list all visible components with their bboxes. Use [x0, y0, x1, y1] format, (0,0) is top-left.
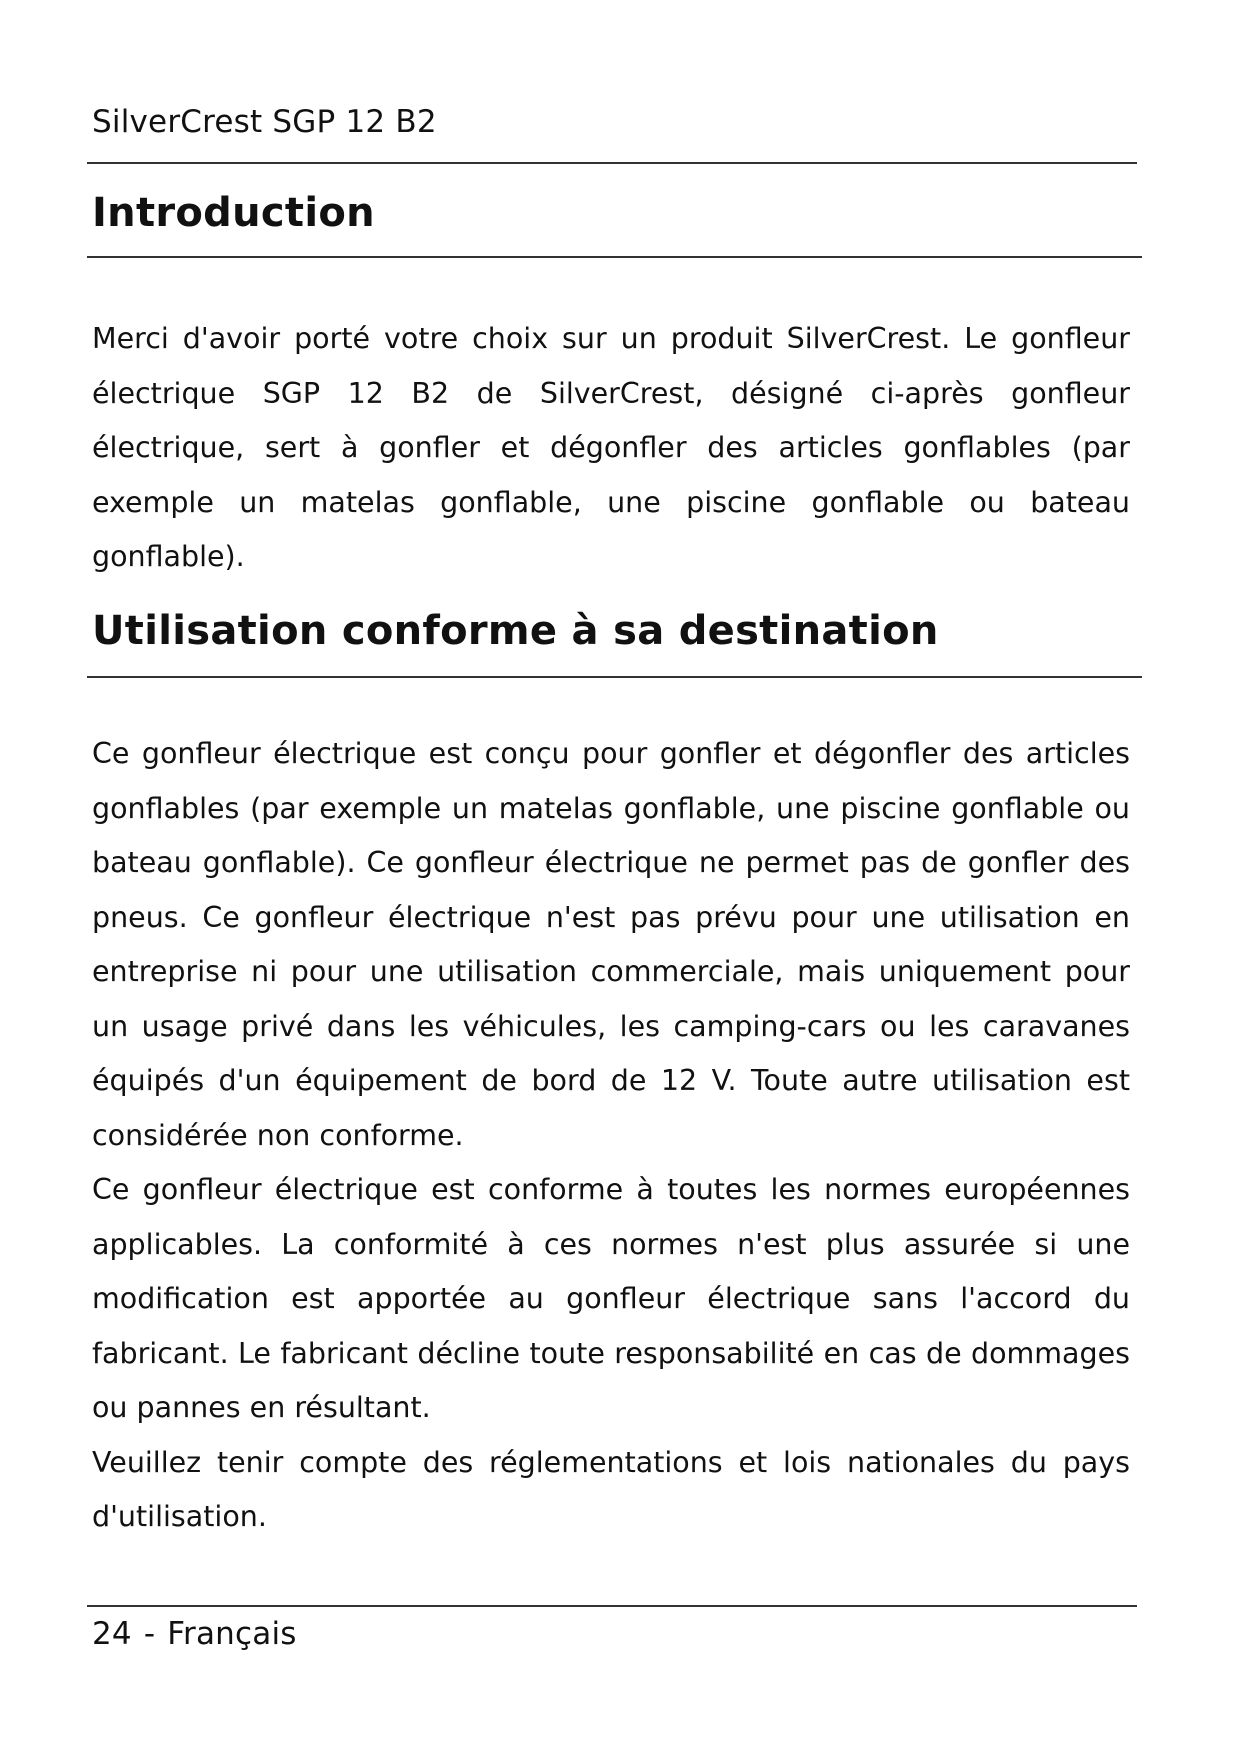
header-rule — [87, 162, 1137, 164]
introduction-paragraph: Merci d'avoir porté votre choix sur un produit SilverCrest. Le gonfleur électrique SGP 12 B2 de SilverCrest, désigné ci-après gonfleur électrique, sert à gonfler et dégonfler des articles gonflables (par exemple un matelas gonflable, une piscine gonflable ou bateau gonflable). — [92, 322, 1130, 573]
intended-use-paragraph-1: Ce gonfleur électrique est conçu pour gonfler et dégonfler des articles gonflables (par exemple un matelas gonflable, une piscine gonflable ou bateau gonflable). Ce gonfleur électrique ne permet pas de gonfler des pneus. Ce gonfleur électrique n'est pas prévu pour une utilisation en entreprise ni pour une utilisation commerciale, mais uniquement pour un usage privé dans les véhicules, les camping-cars ou les caravanes équipés d'un équipement de bord de 12 V. Toute autre utilisation est considérée non conforme. — [92, 737, 1130, 1152]
footer-rule — [87, 1605, 1137, 1607]
running-footer — [92, 1616, 297, 1652]
page-number: 24 — [92, 1616, 132, 1652]
section-title-intended-use: Utilisation conforme à sa destination — [92, 608, 939, 654]
intended-use-paragraph-3: Veuillez tenir compte des réglementations et lois nationales du pays d'utilisation. — [92, 1445, 1130, 1533]
introduction-title-rule — [87, 256, 1142, 258]
intended-use-body — [92, 727, 1130, 1545]
intended-use-title-rule — [87, 676, 1142, 678]
footer-language: Français — [167, 1616, 297, 1652]
section-title-introduction: Introduction — [92, 190, 375, 236]
running-header: SilverCrest SGP 12 B2 — [92, 104, 437, 140]
intended-use-paragraph-2: Ce gonfleur électrique est conforme à toutes les normes européennes applicables. La conformité à ces normes n'est plus assurée si une modification est apportée au gonfleur électrique sans l'accord du fabricant. Le fabricant décline toute responsabilité en cas de dommages ou pannes en résultant. — [92, 1173, 1130, 1424]
introduction-body — [92, 312, 1130, 585]
footer-separator: - — [143, 1616, 156, 1652]
